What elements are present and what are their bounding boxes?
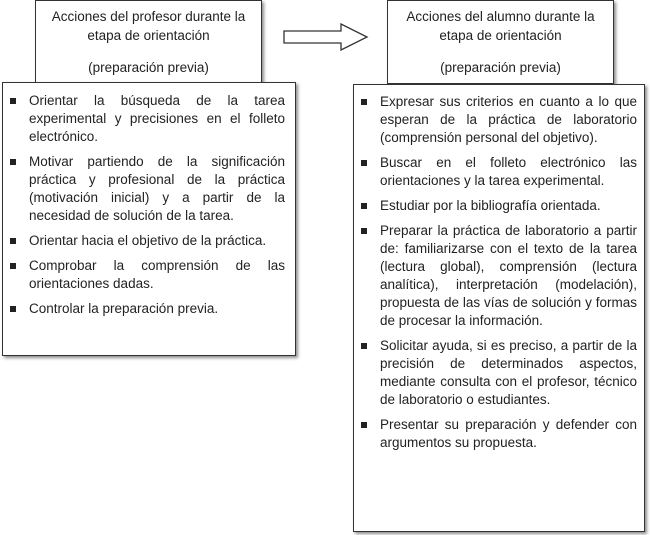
list-item: Comprobar la comprensión de las orientaciones dadas.: [3, 257, 285, 293]
list-item: Buscar en el folleto electrónico las orientaciones y la tarea experimental.: [354, 154, 637, 190]
bullet-icon: [10, 306, 16, 312]
bullet-icon: [361, 99, 367, 105]
professor-actions-box: [2, 82, 296, 356]
student-title-line1: Acciones del alumno durante la: [406, 9, 595, 24]
bullet-icon: [361, 422, 367, 428]
list-item: Motivar partiendo de la significación práctica y profesional de la práctica (motivación inicial) y a partir de la necesidad de solución de la tarea.: [3, 153, 285, 225]
professor-header-box: [35, 0, 262, 83]
professor-title-line1: Acciones del profesor durante la: [51, 9, 246, 24]
professor-title-line2: etapa de orientación: [87, 28, 210, 43]
list-item: Expresar sus criterios en cuanto a lo que esperan de la práctica de laboratorio (comprensión personal del objetivo).: [354, 93, 637, 147]
right-arrow-icon: [283, 23, 369, 51]
student-actions-box: [353, 84, 645, 532]
bullet-icon: [10, 159, 16, 165]
bullet-icon: [361, 160, 367, 166]
professor-subtitle: (preparación previa): [88, 60, 209, 75]
professor-actions-list: [3, 92, 285, 318]
list-item: Presentar su preparación y defender con argumentos su propuesta.: [354, 416, 637, 452]
list-item: Preparar la práctica de laboratorio a partir de: familiarizarse con el texto de la tarea (lectura global), comprensión (lectura analítica), interpretación (modelación), propuesta de las vías de solución y formas de procesar la información.: [354, 222, 637, 330]
list-item: Controlar la preparación previa.: [3, 300, 285, 318]
bullet-icon: [361, 228, 367, 234]
list-item: Orientar la búsqueda de la tarea experimental y precisiones en el folleto electrónico.: [3, 92, 285, 146]
bullet-icon: [10, 263, 16, 269]
bullet-icon: [10, 238, 16, 244]
list-item: Estudiar por la bibliografía orientada.: [354, 197, 637, 215]
bullet-icon: [10, 98, 16, 104]
list-item: Solicitar ayuda, si es preciso, a partir de la precisión de determinados aspectos, mediante consulta con el profesor, técnico de laboratorio o estudiantes.: [354, 337, 637, 409]
bullet-icon: [361, 203, 367, 209]
student-actions-list: [354, 93, 637, 452]
student-title-line2: etapa de orientación: [439, 28, 562, 43]
student-subtitle: (preparación previa): [440, 60, 561, 75]
list-item: Orientar hacia el objetivo de la práctica.: [3, 232, 285, 250]
bullet-icon: [361, 343, 367, 349]
student-header-box: [387, 0, 614, 84]
